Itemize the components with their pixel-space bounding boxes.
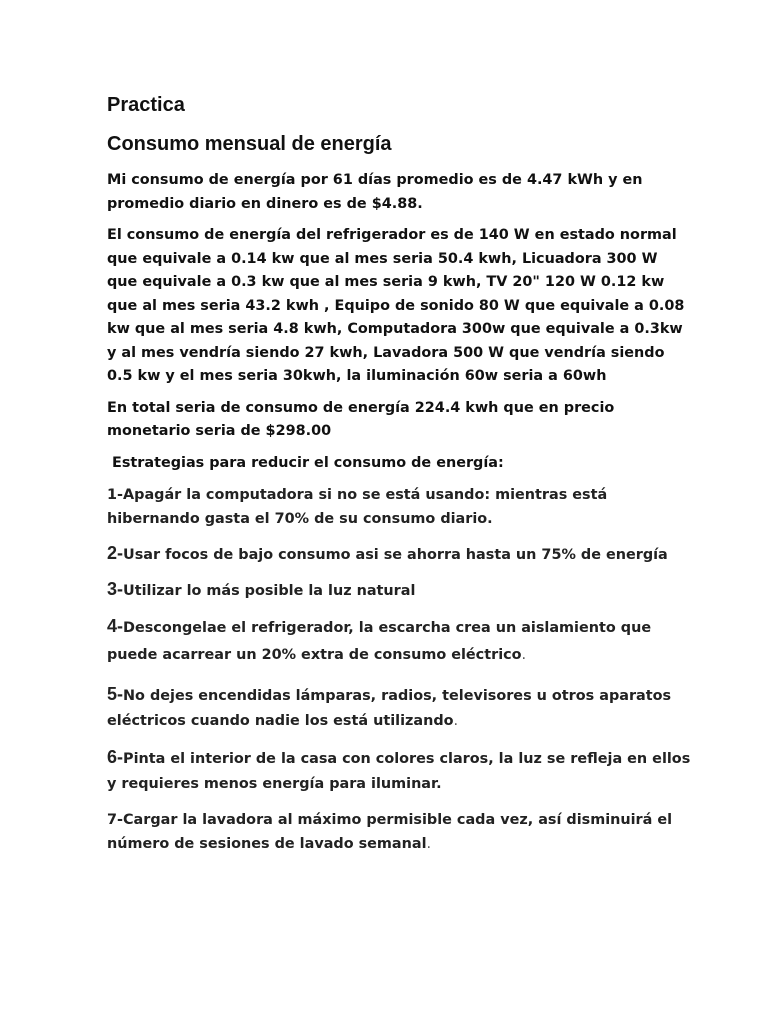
strategy-text: Usar focos de bajo consumo asi se ahorra hasta un 75% de energía (123, 547, 668, 563)
strategy-item (107, 613, 692, 669)
strategy-text: No dejes encendidas lámparas, radios, televisores u otros aparatos eléctricos cuando nadie los está utilizando (107, 688, 672, 729)
document-title: Practica (107, 94, 185, 116)
strategy-text: Cargar la lavadora al máximo permisible cada vez, así disminuirá el número de sesiones de lavado semanal (107, 812, 673, 852)
paragraph-consumption: Mi consumo de energía por 61 días promedio es de 4.47 kWh y en promedio diario en dinero es de $4.88. (107, 172, 643, 212)
strategy-number: 2- (107, 543, 124, 563)
strategy-text: Pinta el interior de la casa con colores claros, la luz se refleja en ellos y requieres menos energía para iluminar. (107, 751, 691, 792)
paragraph-total: En total seria de consumo de energía 224.4 kwh que en precio monetario seria de $298.00 (107, 399, 615, 439)
strategy-number: 7- (107, 812, 123, 828)
strategy-text: Apagár la computadora si no se está usando: mientras está hibernando gasta el 70% de su consumo diario. (107, 487, 608, 527)
strategy-tail: . (426, 836, 432, 852)
strategy-item (107, 808, 692, 856)
paragraph-strategies-heading: Estrategias para reducir el consumo de energía: (107, 454, 504, 471)
strategy-number: 3- (107, 579, 124, 599)
strategy-text: Utilizar lo más posible la luz natural (123, 583, 416, 599)
strategy-item (107, 682, 692, 734)
strategy-number: 6- (107, 747, 124, 767)
document-subtitle: Consumo mensual de energía (107, 133, 392, 155)
strategy-tail: . (521, 647, 527, 663)
strategy-tail: . (453, 713, 459, 729)
strategy-number: 4- (107, 616, 124, 636)
strategy-item (107, 577, 692, 603)
strategy-number: 1- (107, 487, 123, 503)
strategy-text: Descongelae el refrigerador, la escarcha crea un aislamiento que puede acarrear un 20% extra de consumo eléctrico (107, 620, 652, 663)
strategy-item (107, 541, 692, 567)
strategy-item (107, 483, 692, 531)
strategy-number: 5- (107, 684, 124, 704)
paragraph-appliances: El consumo de energía del refrigerador es de 140 W en estado normal que equivale a 0.14 kw que al mes seria 50.4 kwh, Licuadora 300 W que equivale a 0.3 kw que al mes seria 9 kwh, TV 20" 120 W 0.12 kw que al mes seria 43.2 kwh , Equipo de sonido 80 W que equivale a 0.08 kw que al mes seria 4.8 kwh, Computadora 300w que equivale a 0.3kw y al mes vendría siendo 27 kwh, Lavadora 500 W que vendría siendo 0.5 kw y el mes seria 30kwh, la iluminación 60w seria a 60wh (107, 227, 685, 384)
strategy-item (107, 745, 692, 797)
document-page (107, 92, 692, 866)
